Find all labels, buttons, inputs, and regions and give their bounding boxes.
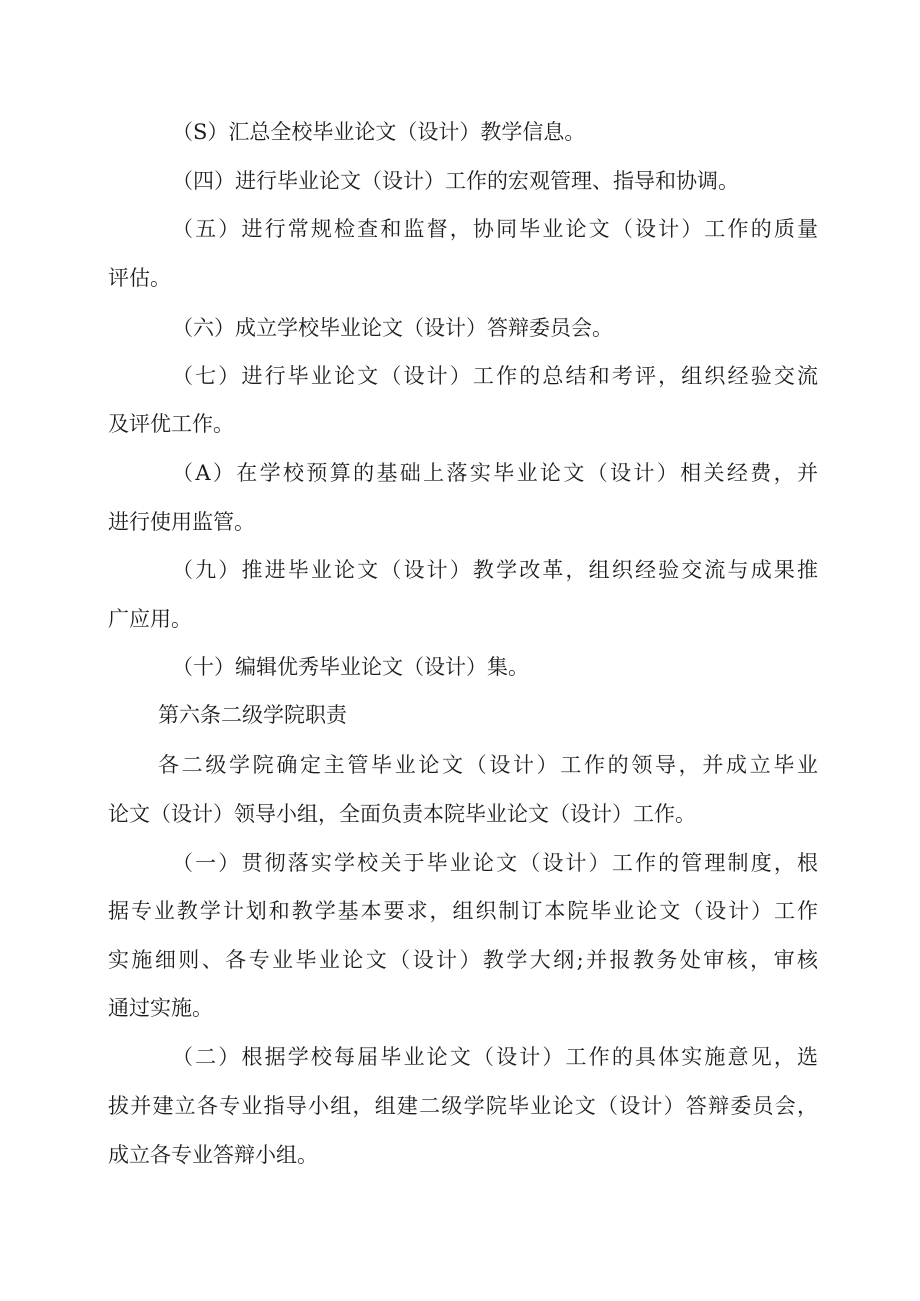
paragraph-line: （一）贯彻落实学校关于毕业论文（设计）工作的管理制度，根: [172, 851, 818, 875]
paragraph-line: 各二级学院确定主管毕业论文（设计）工作的领导，并成立毕业: [158, 753, 818, 777]
paragraph-line: （S）汇总全校毕业论文（设计）教学信息。: [172, 120, 586, 144]
section-heading: 第六条二级学院职责: [158, 703, 347, 727]
paragraph-line: （七）进行毕业论文（设计）工作的总结和考评，组织经验交流: [172, 364, 818, 388]
paragraph-line: 进行使用监管。: [108, 510, 255, 534]
paragraph-line: 成立各专业答辩小组。: [108, 1143, 318, 1167]
paragraph-line: 据专业教学计划和教学基本要求，组织制订本院毕业论文（设计）工作: [108, 899, 818, 923]
paragraph-line: （五）进行常规检查和监督，协同毕业论文（设计）工作的质量: [172, 217, 818, 241]
paragraph-line: 广应用。: [108, 607, 192, 631]
paragraph-line: （九）推进毕业论文（设计）教学改革，组织经验交流与成果推: [172, 558, 818, 582]
paragraph-line: 论文（设计）领导小组，全面负责本院毕业论文（设计）工作。: [108, 802, 696, 826]
paragraph-line: 拔并建立各专业指导小组，组建二级学院毕业论文（设计）答辩委员会，: [108, 1094, 818, 1118]
paragraph-line: 通过实施。: [108, 996, 213, 1020]
paragraph-line: （十）编辑优秀毕业论文（设计）集。: [172, 655, 529, 679]
paragraph-line: （A）在学校预算的基础上落实毕业论文（设计）相关经费，并: [172, 461, 818, 485]
paragraph-line: （四）进行毕业论文（设计）工作的宏观管理、指导和协调。: [172, 169, 739, 193]
paragraph-line: （六）成立学校毕业论文（设计）答辩委员会。: [172, 316, 613, 340]
paragraph-line: 评估。: [108, 266, 171, 290]
paragraph-line: 及评优工作。: [108, 412, 234, 436]
paragraph-line: 实施细则、各专业毕业论文（设计）教学大纲;并报教务处审核，审核: [108, 948, 818, 972]
paragraph-line: （二）根据学校每届毕业论文（设计）工作的具体实施意见，选: [172, 1045, 818, 1069]
